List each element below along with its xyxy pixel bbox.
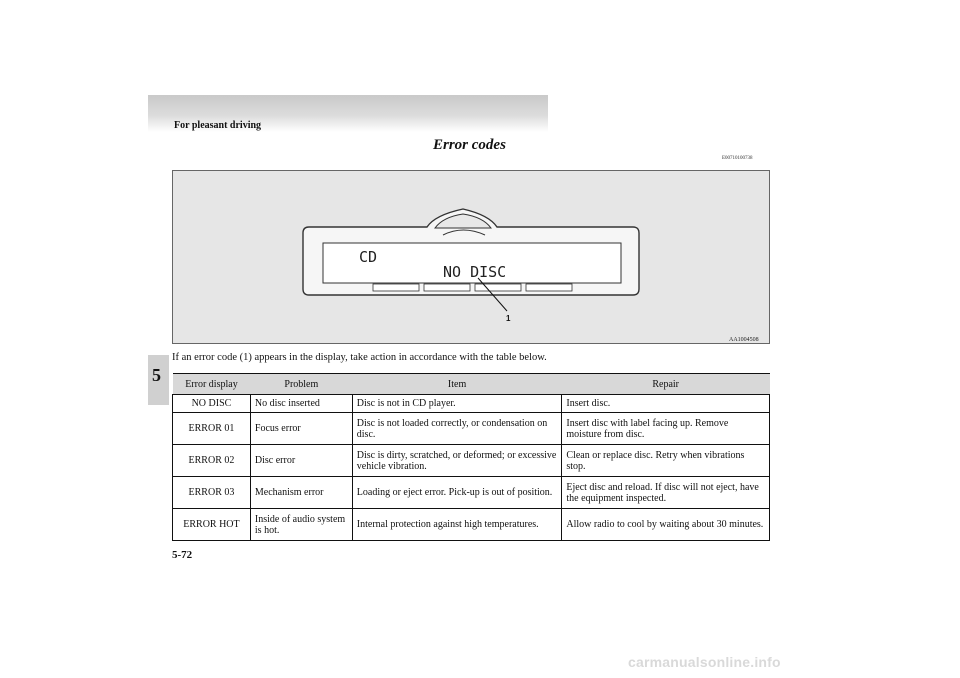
table-row [173, 477, 770, 509]
preset-button-2 [424, 284, 470, 291]
item-cell: Disc is not in CD player. [352, 395, 562, 413]
display-figure [172, 170, 770, 344]
table-header-row [173, 374, 770, 395]
error-display-cell: ERROR 02 [173, 445, 251, 477]
repair-cell: Insert disc. [562, 395, 770, 413]
watermark[interactable]: carmanualsonline.info [628, 654, 781, 670]
column-header: Repair [562, 374, 770, 395]
problem-cell: Focus error [250, 413, 352, 445]
chapter-number: 5 [152, 365, 161, 385]
intro-text: If an error code (1) appears in the display, take action in accordance with the table below. [172, 352, 547, 363]
column-header: Problem [250, 374, 352, 395]
reference-code: E00710100738 [722, 156, 753, 161]
image-code: AA1004508 [729, 337, 759, 343]
column-header: Item [352, 374, 562, 395]
problem-cell: Disc error [250, 445, 352, 477]
section-label: For pleasant driving [174, 120, 262, 131]
callout-number: 1 [506, 314, 511, 323]
table-row [173, 413, 770, 445]
error-display-cell: ERROR 01 [173, 413, 251, 445]
error-display-cell: NO DISC [173, 395, 251, 413]
preset-button-1 [373, 284, 419, 291]
item-cell: Loading or eject error. Pick-up is out of position. [352, 477, 562, 509]
radio-display-illustration [173, 171, 771, 345]
display-line2: NO DISC [443, 263, 507, 281]
problem-cell: No disc inserted [250, 395, 352, 413]
item-cell: Disc is dirty, scratched, or deformed; or excessive vehicle vibration. [352, 445, 562, 477]
repair-cell: Allow radio to cool by waiting about 30 minutes. [562, 509, 770, 541]
table-row [173, 509, 770, 541]
preset-button-4 [526, 284, 572, 291]
repair-cell: Eject disc and reload. If disc will not eject, have the equipment inspected. [562, 477, 770, 509]
error-display-cell: ERROR HOT [173, 509, 251, 541]
error-display-cell: ERROR 03 [173, 477, 251, 509]
problem-cell: Mechanism error [250, 477, 352, 509]
error-code-table [172, 373, 770, 541]
display-line1: CD [359, 248, 378, 266]
table-row [173, 445, 770, 477]
column-header: Error display [173, 374, 251, 395]
page-number: 5-72 [172, 549, 193, 561]
item-cell: Disc is not loaded correctly, or condensation on disc. [352, 413, 562, 445]
problem-cell: Inside of audio system is hot. [250, 509, 352, 541]
repair-cell: Insert disc with label facing up. Remove moisture from disc. [562, 413, 770, 445]
repair-cell: Clean or replace disc. Retry when vibrations stop. [562, 445, 770, 477]
item-cell: Internal protection against high temperatures. [352, 509, 562, 541]
page-title: Error codes [433, 137, 506, 153]
table-row [173, 395, 770, 413]
preset-button-3 [475, 284, 521, 291]
